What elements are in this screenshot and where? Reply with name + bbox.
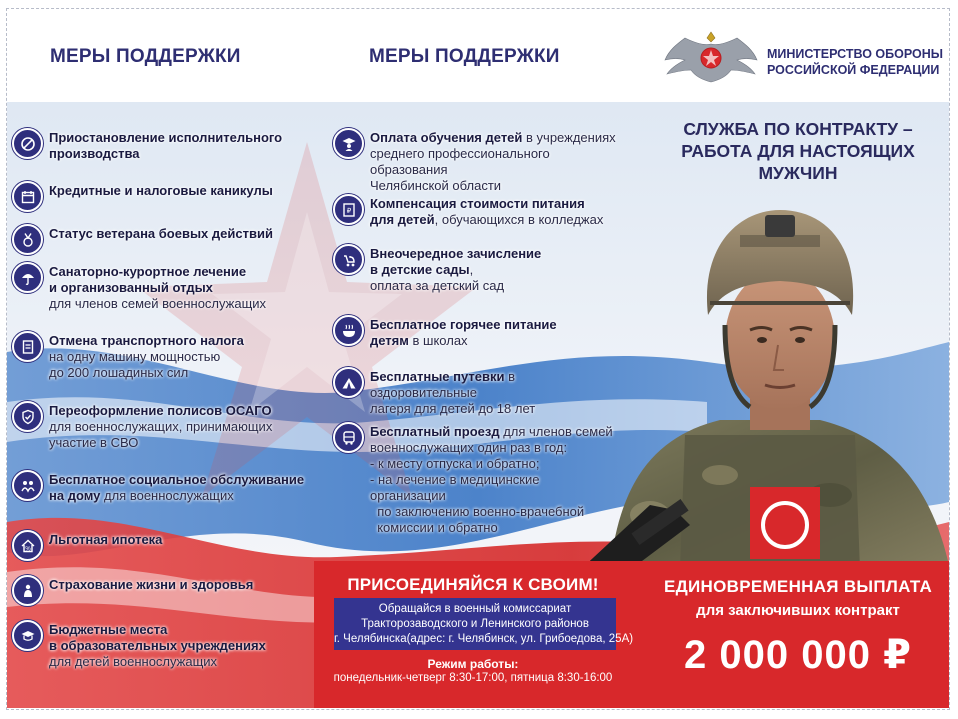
benefit-item: [12, 577, 302, 606]
benefit-item: [12, 183, 302, 212]
house-percent-icon: [12, 530, 43, 561]
benefit-title-cont: для детей: [370, 212, 435, 227]
benefit-detail-cont: до 200 лошадиных сил: [49, 365, 189, 380]
benefit-detail: в оздоровительные: [370, 369, 515, 400]
ministry-line-1: МИНИСТЕРСТВО ОБОРОНЫ: [767, 47, 943, 61]
double-headed-eagle-icon: [663, 30, 759, 90]
benefit-title-cont: и организованный отдых: [49, 280, 213, 295]
shield-check-icon: [12, 401, 43, 432]
benefit-item: [12, 622, 307, 670]
benefit-detail: в учреждениях: [522, 130, 616, 145]
benefit-item: [12, 403, 302, 451]
benefit-detail: на одну машину мощностью: [49, 349, 221, 364]
benefit-item: [333, 246, 618, 294]
family-icon: [12, 470, 43, 501]
benefit-detail: в школах: [408, 333, 468, 348]
benefit-item: [333, 369, 618, 417]
umbrella-icon: [12, 262, 43, 293]
benefit-title: Бесплатное горячее питание: [370, 317, 557, 332]
soldier-illustration: [590, 175, 950, 570]
benefit-title: Бесплатное социальное обслуживание: [49, 472, 305, 487]
svg-text:%: %: [24, 546, 31, 552]
ministry-line-2: РОССИЙСКОЙ ФЕДЕРАЦИИ: [767, 63, 940, 77]
benefit-detail-cont: по заключению военно-врачебной: [370, 504, 585, 519]
people-icon: [12, 575, 43, 606]
benefit-title: Оплата обучения детей: [370, 130, 523, 145]
hours-value: понедельник-четверг 8:30-17:00, пятница 8:30-16:00: [333, 672, 613, 684]
graduate-icon: [333, 128, 364, 159]
benefit-title: Кредитные и налоговые каникулы: [49, 183, 273, 198]
benefit-detail: для детей военнослужащих: [49, 654, 218, 669]
benefit-detail: оплата за детский сад: [370, 278, 505, 293]
benefit-title-cont: детям: [370, 333, 409, 348]
address-line-2: Тракторозаводского и Ленинского районов: [361, 618, 589, 630]
bus-icon: [333, 422, 364, 453]
document-icon: [12, 331, 43, 362]
benefit-detail-cont: военнослужащих один раз в год:: [370, 440, 568, 455]
benefit-detail-cont: среднего профессионального образования: [370, 146, 550, 177]
benefit-title: Страхование жизни и здоровья: [49, 577, 254, 592]
benefit-item: [12, 264, 307, 312]
benefit-detail: , обучающихся в колледжах: [434, 212, 604, 227]
benefit-title: Статус ветерана боевых действий: [49, 226, 273, 241]
benefit-title-cont: в образовательных учреждениях: [49, 638, 266, 653]
benefit-title: Бесплатные путевки: [370, 369, 505, 384]
join-title: ПРИСОЕДИНЯЙСЯ К СВОИМ!: [347, 575, 599, 594]
address-box: [334, 598, 634, 650]
tent-icon: [333, 367, 364, 398]
benefit-title: Санаторно-курортное лечение: [49, 264, 247, 279]
benefit-title: Приостановление исполнительного: [49, 130, 283, 145]
benefit-title: Внеочередное зачисление: [370, 246, 542, 261]
benefit-item: [333, 317, 618, 349]
food-bowl-icon: [333, 315, 364, 346]
education-icon: [12, 620, 43, 651]
benefit-detail-cont: - на лечение в медицинские организации: [370, 472, 540, 503]
benefit-detail: для военнослужащих: [100, 488, 234, 503]
svg-text:₽: ₽: [346, 207, 351, 215]
benefit-item: [12, 130, 302, 162]
ministry-logo: [663, 30, 945, 90]
benefit-item: [333, 130, 618, 194]
stop-hand-icon: [12, 128, 43, 159]
middle-column-title: МЕРЫ ПОДДЕРЖКИ: [369, 46, 560, 67]
benefit-punct: ,: [469, 262, 474, 277]
calendar-icon: [12, 181, 43, 212]
payment-subtitle: для заключивших контракт: [696, 602, 900, 619]
benefit-detail-cont: лагеря для детей до 18 лет: [370, 401, 536, 416]
benefit-detail-cont: участие в СВО: [49, 435, 139, 450]
payment-amount: 2 000 000 ₽: [684, 633, 912, 677]
address-line-3: г. Челябинска(адрес: г. Челябинск, ул. Грибоедова, 25А): [334, 633, 634, 645]
contract-title-line-2: РАБОТА ДЛЯ НАСТОЯЩИХ: [681, 141, 915, 161]
hours-title: Режим работы:: [427, 657, 519, 671]
benefit-title: Компенсация стоимости питания: [370, 196, 585, 211]
left-column-title: МЕРЫ ПОДДЕРЖКИ: [50, 46, 241, 67]
benefit-title: Бесплатный проезд: [370, 424, 500, 439]
receipt-icon: [333, 194, 364, 225]
benefit-title: Отмена транспортного налога: [49, 333, 244, 348]
stroller-icon: [333, 244, 364, 275]
benefit-item: [12, 333, 302, 381]
benefit-title: Переоформление полисов ОСАГО: [49, 403, 272, 418]
benefit-item: [12, 472, 312, 504]
medal-icon: [12, 224, 43, 255]
benefit-item: [12, 532, 302, 561]
benefit-title: Бюджетные места: [49, 622, 168, 637]
benefit-item: [333, 196, 618, 228]
benefit-item: [333, 424, 618, 536]
benefit-title: Льготная ипотека: [49, 532, 163, 547]
address-line-1: Обращайся в военный комиссариат: [378, 603, 572, 615]
benefit-item: [12, 226, 302, 255]
benefit-detail-cont: комиссии и обратно: [370, 520, 498, 535]
benefit-detail-cont: - к месту отпуска и обратно;: [370, 456, 540, 471]
benefit-detail: для членов семей военнослужащих: [49, 296, 267, 311]
benefit-title-cont: на дому: [49, 488, 101, 503]
benefit-detail-cont: Челябинской области: [370, 178, 502, 193]
benefit-detail: для военнослужащих, принимающих: [49, 419, 273, 434]
contract-title-line-1: СЛУЖБА ПО КОНТРАКТУ –: [683, 119, 913, 139]
payment-title: ЕДИНОВРЕМЕННАЯ ВЫПЛАТА: [663, 577, 933, 596]
ministry-name: [767, 46, 943, 78]
benefit-title-cont: производства: [49, 146, 140, 161]
benefit-title-cont: в детские сады: [370, 262, 470, 277]
contract-title-line-3: МУЖЧИН: [758, 163, 838, 183]
benefit-detail: для членов семей: [499, 424, 613, 439]
